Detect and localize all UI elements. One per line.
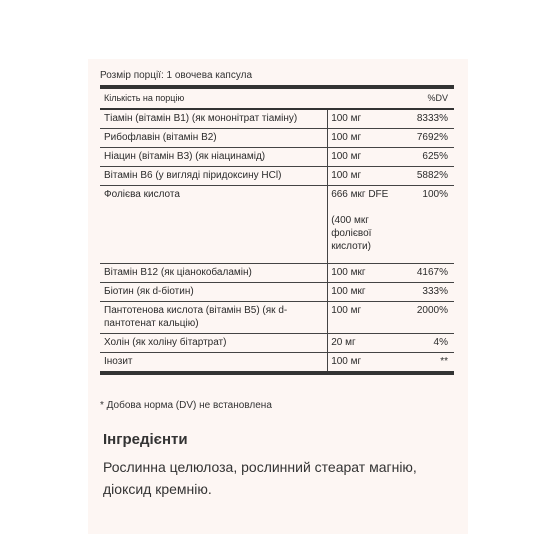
- table-row: [100, 109, 454, 129]
- nutrient-dv: 8333%: [402, 109, 454, 129]
- nutrient-name: Біотин (як d-біотин): [100, 283, 328, 302]
- serving-size: Розмір порції: 1 овочева капсула: [100, 70, 253, 81]
- nutrient-dv: 7692%: [402, 129, 454, 148]
- ingredients-text: Рослинна целюлоза, рослинний стеарат магнію, діоксид кремнію.: [103, 459, 417, 497]
- header-amount-spacer: [328, 87, 402, 109]
- nutrient-name: Фолієва кислота: [100, 186, 328, 264]
- table-header-row: [100, 87, 454, 109]
- nutrient-name: Вітамін B6 (у вигляді піридоксину HCl): [100, 167, 328, 186]
- table-row: [100, 264, 454, 283]
- header-dv: %DV: [402, 87, 454, 109]
- nutrient-name: Пантотенова кислота (вітамін B5) (як d-пантотенат кальцію): [100, 302, 328, 334]
- nutrient-amount: 100 мг: [328, 353, 402, 374]
- nutrient-amount: 100 мг: [328, 129, 402, 148]
- table-row: [100, 167, 454, 186]
- nutrient-name: Рибофлавін (вітамін B2): [100, 129, 328, 148]
- nutrient-amount: 100 мг: [328, 302, 402, 334]
- nutrient-name: Інозит: [100, 353, 328, 374]
- table-row: [100, 148, 454, 167]
- nutrient-dv: **: [402, 353, 454, 374]
- nutrient-amount: 100 мг: [328, 109, 402, 129]
- nutrient-dv: 4%: [402, 334, 454, 353]
- nutrient-name: Вітамін B12 (як ціанокобаламін): [100, 264, 328, 283]
- nutrient-name: Тіамін (вітамін B1) (як мононітрат тіаміну): [100, 109, 328, 129]
- nutrient-amount: 666 мкг DFE (400 мкг фолієвої кислоти): [328, 186, 402, 264]
- nutrient-dv: 625%: [402, 148, 454, 167]
- nutrient-dv: 333%: [402, 283, 454, 302]
- nutrient-name: Ніацин (вітамін B3) (як ніацинамід): [100, 148, 328, 167]
- nutrient-amount: 20 мг: [328, 334, 402, 353]
- table-row: [100, 129, 454, 148]
- nutrient-name: Холін (як холіну бітартрат): [100, 334, 328, 353]
- dv-footnote: * Добова норма (DV) не встановлена: [100, 400, 272, 411]
- header-amount-per-serving: Кількість на порцію: [100, 87, 328, 109]
- table-row: [100, 302, 454, 334]
- ingredients-title: Інгредієнти: [103, 431, 188, 448]
- supplement-facts-table: [100, 85, 454, 375]
- table-row: [100, 283, 454, 302]
- nutrient-dv: 4167%: [402, 264, 454, 283]
- nutrient-amount: 100 мг: [328, 167, 402, 186]
- nutrient-dv: 2000%: [402, 302, 454, 334]
- nutrient-amount: 100 мкг: [328, 264, 402, 283]
- nutrient-amount: 100 мг: [328, 148, 402, 167]
- table-row: [100, 353, 454, 374]
- table-row: [100, 334, 454, 353]
- table-row: [100, 186, 454, 264]
- nutrient-amount: 100 мкг: [328, 283, 402, 302]
- nutrient-dv: 5882%: [402, 167, 454, 186]
- nutrient-dv: 100%: [402, 186, 454, 264]
